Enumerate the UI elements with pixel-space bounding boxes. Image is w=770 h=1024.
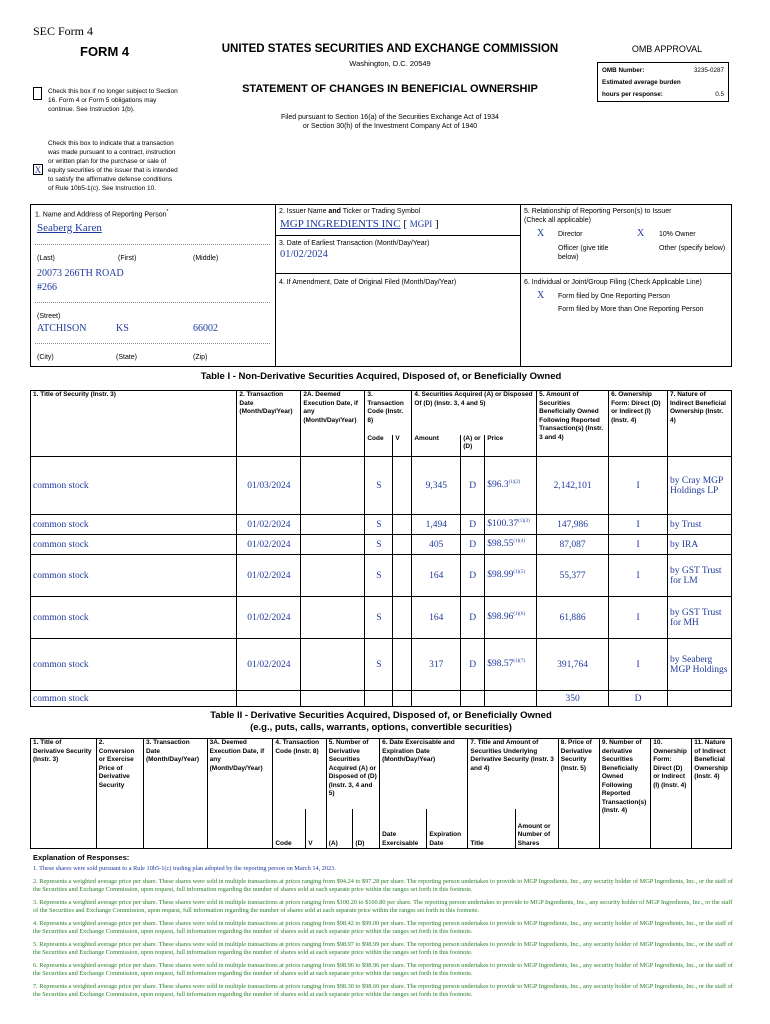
transaction-date-cell: [237, 535, 301, 555]
acquired-disposed: D: [469, 659, 477, 670]
v-flag-cell: [393, 515, 412, 535]
price: $98.96: [487, 612, 514, 623]
acquired-disposed: D: [469, 570, 477, 581]
t2-header-7: 7. Title and Amount of Securities Underlying Derivative Security (Instr. 3 and 4): [468, 739, 558, 809]
owned-after-cell: [537, 597, 609, 639]
t1-header-code: 3. Transaction Code (Instr. 8): [365, 391, 412, 435]
v-flag-cell: [393, 597, 412, 639]
price: $100.37: [487, 519, 519, 530]
table2-title: [30, 710, 732, 734]
amount-cell: [412, 515, 461, 535]
price-cell: [485, 535, 537, 555]
t2-sub-d: (D): [353, 809, 380, 849]
no-longer-subject-text: Check this box if no longer subject to Section 16. Form 4 or Form 5 obligations may continue. See Instruction 1(b).: [48, 88, 178, 113]
t1-sub-v: V: [393, 435, 412, 457]
sec-form-label: SEC Form 4: [33, 24, 94, 38]
issuer-label-post: Ticker or Trading Symbol: [340, 208, 421, 215]
t1-sub-amount: Amount: [412, 435, 461, 457]
owned-after: 147,986: [557, 519, 589, 530]
security-title: common stock: [33, 519, 89, 530]
ownership-form-cell: [609, 555, 668, 597]
ownership-form-cell: [609, 515, 668, 535]
issuer-label-pre: 2. Issuer Name: [279, 208, 329, 215]
price-cell: [485, 555, 537, 597]
security-title-cell: [31, 457, 237, 515]
price-cell: [485, 457, 537, 515]
t1-header-owned: 5. Amount of Securities Beneficially Owned Following Reported Transaction(s) (Instr. 3 and 4): [537, 391, 609, 457]
ownership-form-cell: [609, 535, 668, 555]
rule-10b5-1-text: Check this box to indicate that a transaction was made pursuant to a contract, instruction or written plan for the purchase or sale of equity securities of the issuer that is intended to satisfy the affirmative defense conditions of Rule 10b5-1(c). See Instruction 10.: [48, 140, 178, 192]
multiple-persons-label: Form filed by More than One Reporting Person: [558, 306, 704, 313]
footnotes: [33, 865, 733, 1004]
security-title: common stock: [33, 612, 89, 623]
acquired-disposed: D: [469, 480, 477, 491]
ownership-nature-cell: [668, 639, 732, 691]
transaction-date-cell: [237, 555, 301, 597]
t2-header-3a: 3A. Deemed Execution Date, if any (Month/Day/Year): [207, 739, 273, 849]
transaction-date-cell: [237, 597, 301, 639]
issuer-name-block: MGP INGREDIENTS INC [ MGPI ]: [280, 218, 439, 230]
deemed-date-cell: [301, 639, 365, 691]
transaction-code-cell: [365, 515, 393, 535]
table-row: [31, 639, 732, 691]
deemed-date-cell: [301, 535, 365, 555]
ownership-nature: by IRA: [670, 539, 699, 550]
ownership-nature-cell: [668, 515, 732, 535]
reporting-person-label: [35, 208, 168, 219]
first-label: (First): [118, 255, 137, 262]
owned-after-cell: [537, 457, 609, 515]
transaction-date: 01/02/2024: [247, 659, 291, 670]
transaction-date-cell: [237, 639, 301, 691]
director-checkbox[interactable]: X: [537, 228, 545, 239]
agency-location: Washington, D.C. 20549: [349, 59, 431, 68]
t1-header-form: 6. Ownership Form: Direct (D) or Indirect (I) (Instr. 4): [609, 391, 668, 457]
footnote: 1. These shares were sold pursuant to a Rule 10b5-1(c) trading plan adopted by the reporting person on March 14, 2023.: [33, 865, 336, 872]
t2-sub-v: V: [306, 809, 327, 849]
issuer-label: [279, 207, 420, 216]
transaction-code-cell: [365, 639, 393, 691]
footnote: 6. Represents a weighted average price per share. These shares were sold in multiple transactions at prices ranging from $98.96 to $98.96 per share. The reporting person undertakes to provide to MGP Ingredients, Inc., any security holder of MGP Ingredients, Inc., or the staff of the Securities and Exchange Commission, upon request, full information regarding the number of shares sold at each separate price within the ranges set forth in this footnote.: [33, 961, 733, 977]
deemed-date-cell: [301, 597, 365, 639]
ownership-nature: by Trust: [670, 519, 702, 530]
amount-cell: [412, 535, 461, 555]
middle-label: (Middle): [193, 255, 219, 262]
table2-title-line2: (e.g., puts, calls, warrants, options, convertible securities): [250, 722, 512, 733]
transaction-code: S: [376, 480, 382, 491]
street-label: (Street): [37, 313, 61, 320]
t2-header-5: 5. Number of Derivative Securities Acquired (A) or Disposed of (D) (Instr. 3, 4 and 5): [326, 739, 379, 809]
t2-header-1: 1. Title of Derivative Security (Instr. 3): [31, 739, 97, 849]
hours-value: 0.5: [715, 91, 724, 98]
footnote-ref: (1)(4): [513, 539, 525, 545]
ownership-nature-cell: [668, 555, 732, 597]
state-label: (State): [116, 354, 138, 361]
security-title-cell: [31, 535, 237, 555]
omb-number-value: 3235-0287: [693, 67, 724, 74]
owned-after: 2,142,101: [553, 480, 592, 491]
table-row: [31, 535, 732, 555]
t2-header-6: 6. Date Exercisable and Expiration Date (Month/Day/Year): [380, 739, 468, 809]
table2: [30, 738, 732, 849]
omb-number-label: OMB Number:: [602, 67, 645, 74]
one-person-label: Form filed by One Reporting Person: [558, 293, 671, 300]
filing-label: 6. Individual or Joint/Group Filing (Check Applicable Line): [524, 279, 702, 286]
footnote: 3. Represents a weighted average price per share. These shares were sold in multiple transactions at prices ranging from $100.20 to $100.80 per share. The reporting person undertakes to provide to MGP Ingredients, Inc., any security holder of MGP Ingredients, Inc., or the staff of the Securities and Exchange Commission, upon request, full information regarding the number of shares sold at each separate price within the ranges set forth in this footnote.: [33, 898, 733, 914]
issuer-name[interactable]: MGP INGREDIENTS INC: [280, 218, 401, 230]
ownership-nature-cell: [668, 535, 732, 555]
amount-cell: [412, 639, 461, 691]
owned-after-cell: [537, 691, 609, 707]
earliest-date-label: 3. Date of Earliest Transaction (Month/Day/Year): [279, 240, 430, 247]
reporting-person-asterisk: *: [166, 209, 169, 215]
transaction-date: 01/03/2024: [247, 480, 291, 491]
deemed-date-cell: [301, 515, 365, 535]
ownership-nature: by Cray MGP Holdings LP: [670, 475, 723, 496]
owned-after: 391,764: [557, 659, 589, 670]
transaction-code: S: [376, 570, 382, 581]
earliest-date-value: 01/02/2024: [280, 249, 328, 260]
street-line-2: #266: [37, 282, 57, 293]
amount: 405: [429, 539, 444, 550]
last-label: (Last): [37, 255, 55, 262]
burden-label: Estimated average burden: [602, 79, 681, 86]
amount: 164: [429, 612, 444, 623]
director-label: Director: [558, 231, 583, 238]
transaction-code-cell: [365, 555, 393, 597]
t1-header-securities: 4. Securities Acquired (A) or Disposed Of (D) (Instr. 3, 4 and 5): [412, 391, 537, 435]
t2-header-11: 11. Nature of Indirect Beneficial Ownership (Instr. 4): [692, 739, 732, 849]
transaction-date-cell: [237, 515, 301, 535]
transaction-code: S: [376, 519, 382, 530]
owned-after-cell: [537, 555, 609, 597]
filed-line-1: Filed pursuant to Section 16(a) of the Securities Exchange Act of 1934: [281, 114, 499, 121]
ownership-nature: by GST Trust for LM: [670, 565, 722, 586]
footnote: 7. Represents a weighted average price per share. These shares were sold in multiple transactions at prices ranging from $98.30 to $98.60 per share. The reporting person undertakes to provide to MGP Ingredients, Inc., any security holder of MGP Ingredients, Inc., or the staff of the Securities and Exchange Commission, upon request, full information regarding the number of shares sold at each separate price within the ranges set forth in this footnote.: [33, 982, 733, 998]
one-person-checkbox[interactable]: X: [537, 290, 545, 301]
ownership-nature: by GST Trust for MH: [670, 607, 722, 628]
v-flag-cell: [393, 457, 412, 515]
owned-after: 350: [565, 693, 580, 704]
t1-header-nature: 7. Nature of Indirect Beneficial Ownership (Instr. 4): [668, 391, 732, 457]
acquired-disposed-cell: [461, 515, 485, 535]
owned-after: 87,087: [559, 539, 586, 550]
amount: 9,345: [425, 480, 447, 491]
street-line-1: 20073 266TH ROAD: [37, 268, 124, 279]
acquired-disposed: D: [469, 519, 477, 530]
ownership-nature-cell: [668, 597, 732, 639]
deemed-date-cell: [301, 691, 365, 707]
v-flag-cell: [393, 535, 412, 555]
security-title-cell: [31, 597, 237, 639]
t2-header-9: 9. Number of derivative Securities Beneficially Owned Following Reported Transaction(s) (Instr. 4): [599, 739, 650, 849]
reporting-person-name[interactable]: Seaberg Karen: [37, 222, 102, 234]
price-cell: [485, 515, 537, 535]
price: $98.55: [487, 539, 514, 550]
acquired-disposed-cell: [461, 535, 485, 555]
security-title: common stock: [33, 539, 89, 550]
table1: [30, 390, 732, 707]
owned-after: 55,377: [559, 570, 586, 581]
transaction-date-cell: [237, 457, 301, 515]
footnote: 5. Represents a weighted average price per share. These shares were sold in multiple transactions at prices ranging from $98.97 to $98.99 per share. The reporting person undertakes to provide to MGP Ingredients, Inc., any security holder of MGP Ingredients, Inc., or the staff of the Securities and Exchange Commission, upon request, full information regarding the number of shares sold at each separate price within the ranges set forth in this footnote.: [33, 940, 733, 956]
amount: 1,494: [425, 519, 447, 530]
t1-sub-ad: (A) or (D): [461, 435, 485, 457]
amount-cell: [412, 691, 461, 707]
ownership-form: I: [636, 519, 640, 530]
transaction-date: 01/02/2024: [247, 519, 291, 530]
state-value: KS: [116, 323, 129, 334]
price: $98.57: [487, 659, 514, 670]
issuer-ticker: MGPI: [409, 219, 433, 229]
footnote-ref: (1)(3): [518, 519, 530, 525]
security-title-cell: [31, 639, 237, 691]
amount: 164: [429, 570, 444, 581]
t1-sub-code: Code: [365, 435, 393, 457]
footnote-ref: (1)(7): [513, 659, 525, 665]
t2-sub-a: (A): [326, 809, 353, 849]
ownership-form: I: [636, 659, 640, 670]
explanation-heading: Explanation of Responses:: [33, 853, 130, 862]
acquired-disposed-cell: [461, 691, 485, 707]
city-label: (City): [37, 354, 54, 361]
acquired-disposed: D: [469, 612, 477, 623]
reporting-person-label-text: 1. Name and Address of Reporting Person: [35, 211, 167, 219]
price: $96.3: [487, 480, 509, 491]
ownership-form-cell: [609, 691, 668, 707]
relationship-label: [524, 207, 729, 225]
ownership-form-cell: [609, 597, 668, 639]
security-title: common stock: [33, 659, 89, 670]
owned-after: 61,886: [559, 612, 586, 623]
relationship-label-2: (Check all applicable): [524, 217, 591, 224]
v-flag-cell: [393, 639, 412, 691]
table1-title: Table I - Non-Derivative Securities Acquired, Disposed of, or Beneficially Owned: [200, 371, 562, 382]
transaction-date: 01/02/2024: [247, 612, 291, 623]
security-title-cell: [31, 515, 237, 535]
ownership-form: I: [636, 480, 640, 491]
relationship-label-1: 5. Relationship of Reporting Person(s) to Issuer: [524, 208, 672, 215]
t2-header-3: 3. Transaction Date (Month/Day/Year): [143, 739, 207, 849]
acquired-disposed-cell: [461, 639, 485, 691]
price-cell: [485, 597, 537, 639]
officer-label: Officer (give title below): [558, 245, 609, 261]
security-title-cell: [31, 691, 237, 707]
t2-sub-date-ex: Date Exercisable: [380, 809, 427, 849]
owned-after-cell: [537, 535, 609, 555]
owned-after-cell: [537, 515, 609, 535]
table-row: [31, 691, 732, 707]
ownership-nature-cell: [668, 457, 732, 515]
transaction-code-cell: [365, 535, 393, 555]
t1-sub-price: Price: [485, 435, 537, 457]
transaction-code: S: [376, 539, 382, 550]
t2-sub-title: Title: [468, 809, 515, 849]
t2-header-8: 8. Price of Derivative Security (Instr. 5): [558, 739, 599, 849]
t2-sub-amount: Amount or Number of Shares: [515, 809, 558, 849]
ownership-form: D: [634, 693, 642, 704]
form-title: FORM 4: [80, 44, 130, 59]
filed-line-2: or Section 30(h) of the Investment Company Act of 1940: [302, 123, 478, 130]
ownership-form: I: [636, 612, 640, 623]
city-value: ATCHISON: [37, 323, 87, 334]
statement-title: STATEMENT OF CHANGES IN BENEFICIAL OWNERSHIP: [242, 83, 538, 95]
t2-header-2: 2. Conversion or Exercise Price of Derivative Security: [96, 739, 143, 849]
zip-value: 66002: [193, 323, 218, 334]
footnote-ref: (1)(5): [513, 570, 525, 576]
t2-header-4: 4. Transaction Code (Instr. 8): [273, 739, 326, 809]
transaction-code-cell: [365, 457, 393, 515]
price-cell: [485, 691, 537, 707]
ownership-form-cell: [609, 457, 668, 515]
table-row: [31, 597, 732, 639]
table-row: [31, 515, 732, 535]
security-title-cell: [31, 555, 237, 597]
price: $98.99: [487, 570, 514, 581]
table-row: [31, 555, 732, 597]
ownership-nature-cell: [668, 691, 732, 707]
ownership-nature: by Seaberg MGP Holdings: [670, 654, 728, 675]
v-flag-cell: [393, 555, 412, 597]
transaction-date-cell: [237, 691, 301, 707]
deemed-date-cell: [301, 457, 365, 515]
transaction-code: S: [376, 659, 382, 670]
issuer-label-and: and: [328, 208, 341, 215]
footnote: 2. Represents a weighted average price per share. These shares were sold in multiple transactions at prices ranging from $94.24 to $97.28 per share. The reporting person undertakes to provide to MGP Ingredients, Inc., any security holder of MGP Ingredients, Inc., or the staff of the Securities and Exchange Commission, upon request, full information regarding the number of shares sold at each separate price within the ranges set forth in this footnote.: [33, 877, 733, 893]
no-longer-subject-checkbox[interactable]: [33, 87, 42, 100]
ten-percent-owner-checkbox[interactable]: X: [637, 228, 645, 239]
ten-percent-owner-label: 10% Owner: [659, 231, 696, 238]
transaction-date: 01/02/2024: [247, 570, 291, 581]
rule-10b5-1-checkbox[interactable]: X: [34, 165, 42, 175]
transaction-code: S: [376, 612, 382, 623]
owned-after-cell: [537, 639, 609, 691]
security-title: common stock: [33, 693, 89, 704]
zip-label: (Zip): [193, 354, 208, 361]
agency-title: UNITED STATES SECURITIES AND EXCHANGE COMMISSION: [221, 43, 559, 55]
t1-header-date: 2. Transaction Date (Month/Day/Year): [237, 391, 301, 457]
filed-pursuant: [205, 113, 575, 131]
table2-title-line1: Table II - Derivative Securities Acquired, Disposed of, or Beneficially Owned: [210, 710, 552, 721]
t1-header-title: 1. Title of Security (Instr. 3): [31, 391, 237, 457]
hours-label: hours per response:: [602, 91, 663, 98]
footnote-ref: (1)(2): [508, 480, 521, 486]
security-title: common stock: [33, 570, 89, 581]
omb-approval-title: OMB APPROVAL: [631, 44, 703, 54]
acquired-disposed-cell: [461, 597, 485, 639]
amount-cell: [412, 555, 461, 597]
t1-header-deemed: 2A. Deemed Execution Date, if any (Month/Day/Year): [301, 391, 365, 457]
amount-cell: [412, 597, 461, 639]
ownership-form: I: [636, 570, 640, 581]
amendment-label: 4. If Amendment, Date of Original Filed (Month/Day/Year): [279, 279, 457, 286]
price-cell: [485, 639, 537, 691]
security-title: common stock: [33, 480, 89, 491]
transaction-date: 01/02/2024: [247, 539, 291, 550]
acquired-disposed-cell: [461, 555, 485, 597]
transaction-code-cell: [365, 691, 393, 707]
t2-sub-code: Code: [273, 809, 306, 849]
ownership-form: I: [636, 539, 640, 550]
amount: 317: [429, 659, 444, 670]
footnote-ref: (1)(6): [513, 612, 525, 618]
acquired-disposed: D: [469, 539, 477, 550]
amount-cell: [412, 457, 461, 515]
footnote: 4. Represents a weighted average price per share. These shares were sold in multiple transactions at prices ranging from $98.42 to $99.00 per share. The reporting person undertakes to provide to MGP Ingredients, Inc., any security holder of MGP Ingredients, Inc., or the staff of the Securities and Exchange Commission, upon request, full information regarding the number of shares sold at each separate price within the ranges set forth in this footnote.: [33, 919, 733, 935]
table-row: [31, 457, 732, 515]
t2-sub-exp: Expiration Date: [427, 809, 468, 849]
omb-box: [597, 62, 729, 102]
ownership-form-cell: [609, 639, 668, 691]
v-flag-cell: [393, 691, 412, 707]
t2-header-10: 10. Ownership Form: Direct (D) or Indirect (I) (Instr. 4): [651, 739, 692, 849]
transaction-code-cell: [365, 597, 393, 639]
deemed-date-cell: [301, 555, 365, 597]
other-label: Other (specify below): [659, 245, 726, 252]
acquired-disposed-cell: [461, 457, 485, 515]
